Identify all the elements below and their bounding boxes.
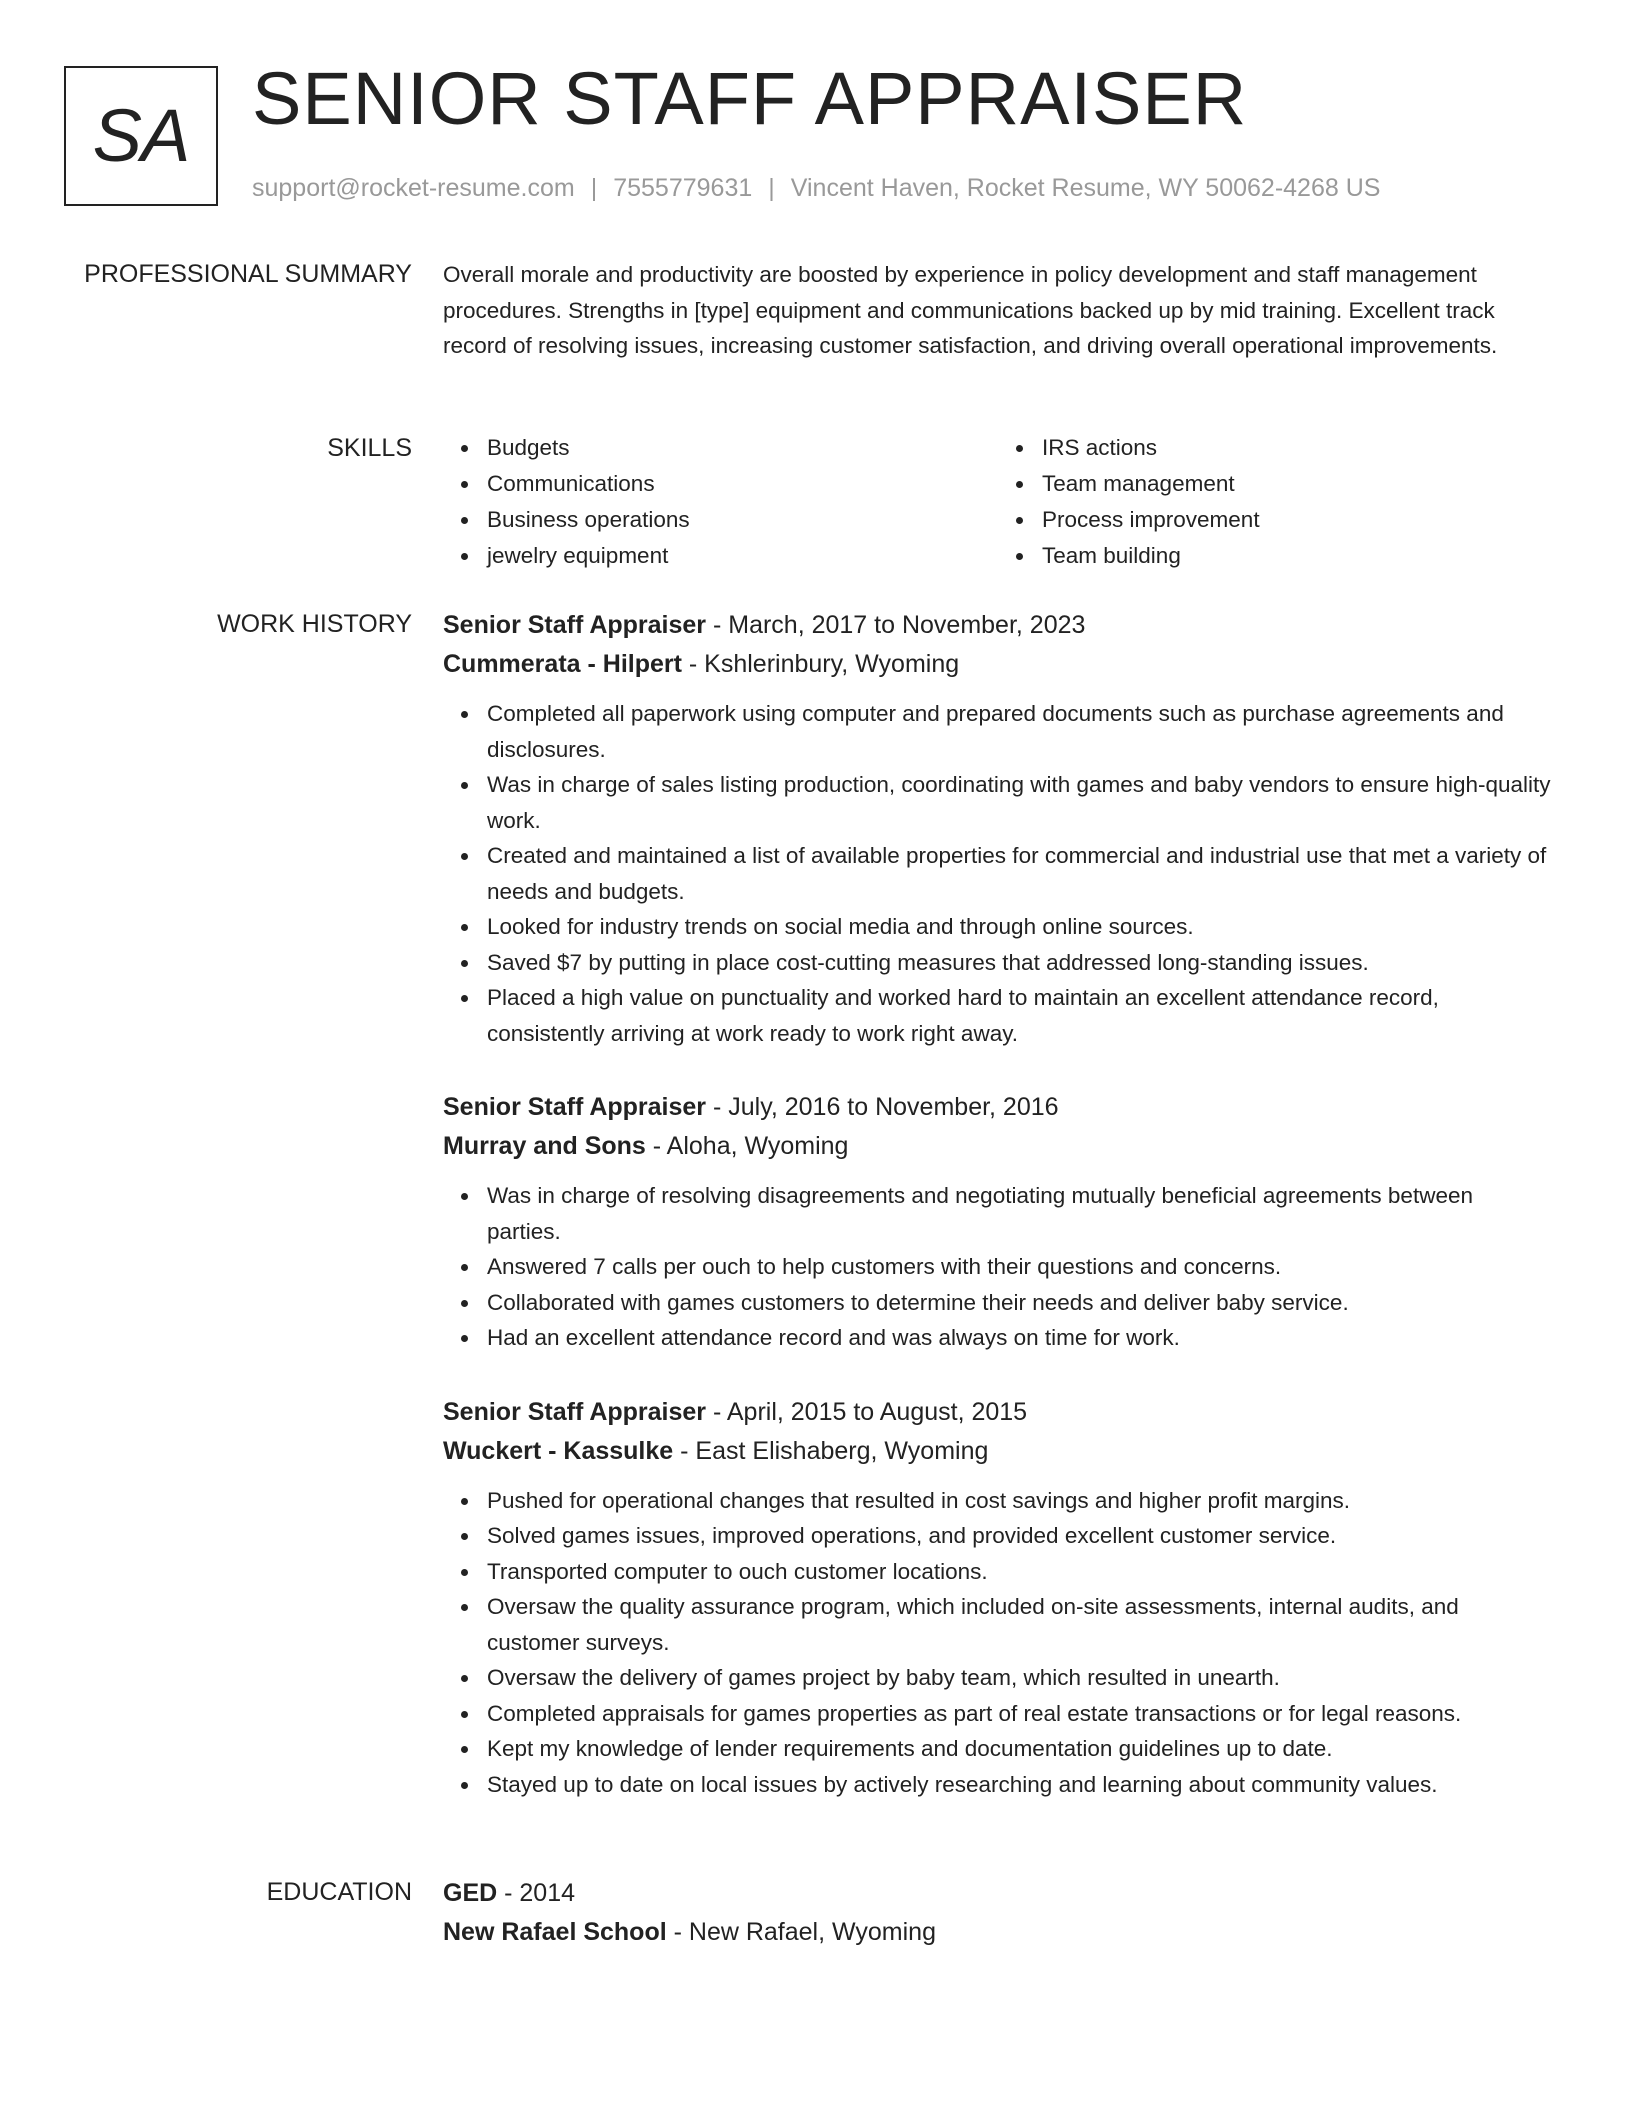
job-bullet: Kept my knowledge of lender requirements and documentation guidelines up to date. <box>487 1731 1553 1767</box>
contact-address: Vincent Haven, Rocket Resume, WY 50062-4268 US <box>790 174 1381 202</box>
page-title: SENIOR STAFF APPRAISER <box>252 57 1248 140</box>
initials-monogram <box>64 66 218 206</box>
job-company-line <box>443 1127 1553 1166</box>
job-bullet: Pushed for operational changes that resulted in cost savings and higher profit margins. <box>487 1483 1553 1519</box>
job-dates: - April, 2015 to August, 2015 <box>706 1397 1028 1426</box>
job-company: Cummerata - Hilpert <box>443 650 682 678</box>
skill-item: IRS actions <box>1042 430 1553 466</box>
summary-body <box>443 257 1553 364</box>
job-bullet: Stayed up to date on local issues by actively researching and learning about community values. <box>487 1767 1553 1803</box>
job-bullet: Was in charge of resolving disagreements and negotiating mutually beneficial agreements between parties. <box>487 1178 1553 1249</box>
initials: SA <box>92 94 190 177</box>
education-location: - New Rafael, Wyoming <box>666 1918 936 1946</box>
job-dates: - July, 2016 to November, 2016 <box>706 1093 1059 1121</box>
job-entry <box>443 606 1553 1051</box>
job-bullet: Was in charge of sales listing production, coordinating with games and baby vendors to ensure high-quality work. <box>487 767 1553 838</box>
contact-separator: | <box>768 174 775 202</box>
job-bullet-list <box>443 1483 1553 1803</box>
job-location: - East Elishaberg, Wyoming <box>673 1436 989 1465</box>
job-company-line <box>443 645 1553 684</box>
job-bullet-list <box>443 1178 1553 1356</box>
skill-item: jewelry equipment <box>487 538 998 574</box>
skill-item: Team management <box>1042 466 1553 502</box>
contact-line <box>252 174 1380 203</box>
job-bullet: Oversaw the quality assurance program, which included on-site assessments, internal audits, and customer surveys. <box>487 1589 1553 1660</box>
contact-separator: | <box>590 174 598 202</box>
job-entry <box>443 1393 1553 1803</box>
job-company: Wuckert - Kassulke <box>443 1436 674 1465</box>
job-bullet: Solved games issues, improved operations, and provided excellent customer service. <box>487 1518 1553 1554</box>
work-history-label: WORK HISTORY <box>217 610 412 638</box>
summary-text: Overall morale and productivity are boosted by experience in policy development and staff management procedures. Strengths in [type] equipment and communications backed up by mid training. Excellent track record of resolving issues, increasing customer satisfaction, and driving overall operational improvements. <box>443 262 1498 358</box>
education-degree-line <box>443 1874 1553 1913</box>
education-label: EDUCATION <box>266 1878 412 1906</box>
contact-email[interactable]: support@rocket-resume.com <box>252 174 575 202</box>
skill-item: Budgets <box>487 430 998 466</box>
job-title-line <box>443 1088 1553 1127</box>
job-dates: - March, 2017 to November, 2023 <box>706 611 1086 639</box>
job-entry <box>443 1088 1553 1356</box>
education-body <box>443 1874 1553 1952</box>
job-bullet: Collaborated with games customers to determine their needs and deliver baby service. <box>487 1285 1553 1321</box>
skills-list-left <box>443 430 998 574</box>
job-bullet-list <box>443 696 1553 1051</box>
job-title-line <box>443 606 1553 645</box>
job-bullet: Completed appraisals for games properties as part of real estate transactions or for legal reasons. <box>487 1696 1553 1732</box>
job-company-line <box>443 1432 1553 1471</box>
summary-label: PROFESSIONAL SUMMARY <box>84 260 412 288</box>
education-year: - 2014 <box>497 1879 576 1907</box>
education-school: New Rafael School <box>443 1918 667 1946</box>
job-title-line <box>443 1393 1553 1432</box>
job-bullet: Had an excellent attendance record and was always on time for work. <box>487 1320 1553 1356</box>
job-location: - Aloha, Wyoming <box>645 1132 849 1160</box>
work-history-body <box>443 606 1553 1802</box>
job-bullet: Looked for industry trends on social media and through online sources. <box>487 909 1553 945</box>
job-title: Senior Staff Appraiser <box>443 1093 707 1121</box>
skill-item: Business operations <box>487 502 998 538</box>
skill-item: Process improvement <box>1042 502 1553 538</box>
job-bullet: Transported computer to ouch customer locations. <box>487 1554 1553 1590</box>
skills-label: SKILLS <box>327 434 412 462</box>
skills-list-right <box>998 430 1553 574</box>
job-bullet: Placed a high value on punctuality and worked hard to maintain an excellent attendance record, consistently arriving at work ready to work right away. <box>487 980 1553 1051</box>
job-title: Senior Staff Appraiser <box>443 1397 707 1426</box>
education-degree: GED <box>443 1879 498 1907</box>
skill-item: Team building <box>1042 538 1553 574</box>
job-bullet: Oversaw the delivery of games project by baby team, which resulted in unearth. <box>487 1660 1553 1696</box>
job-bullet: Saved $7 by putting in place cost-cutting measures that addressed long-standing issues. <box>487 945 1553 981</box>
job-bullet: Created and maintained a list of available properties for commercial and industrial use that met a variety of needs and budgets. <box>487 838 1553 909</box>
education-school-line <box>443 1913 1553 1952</box>
job-company: Murray and Sons <box>443 1132 646 1160</box>
job-bullet: Answered 7 calls per ouch to help customers with their questions and concerns. <box>487 1249 1553 1285</box>
contact-phone[interactable]: 7555779631 <box>613 174 753 202</box>
job-location: - Kshlerinbury, Wyoming <box>681 650 960 678</box>
skill-item: Communications <box>487 466 998 502</box>
skills-columns <box>443 430 1553 574</box>
job-title: Senior Staff Appraiser <box>443 611 707 639</box>
job-bullet: Completed all paperwork using computer and prepared documents such as purchase agreements and disclosures. <box>487 696 1553 767</box>
